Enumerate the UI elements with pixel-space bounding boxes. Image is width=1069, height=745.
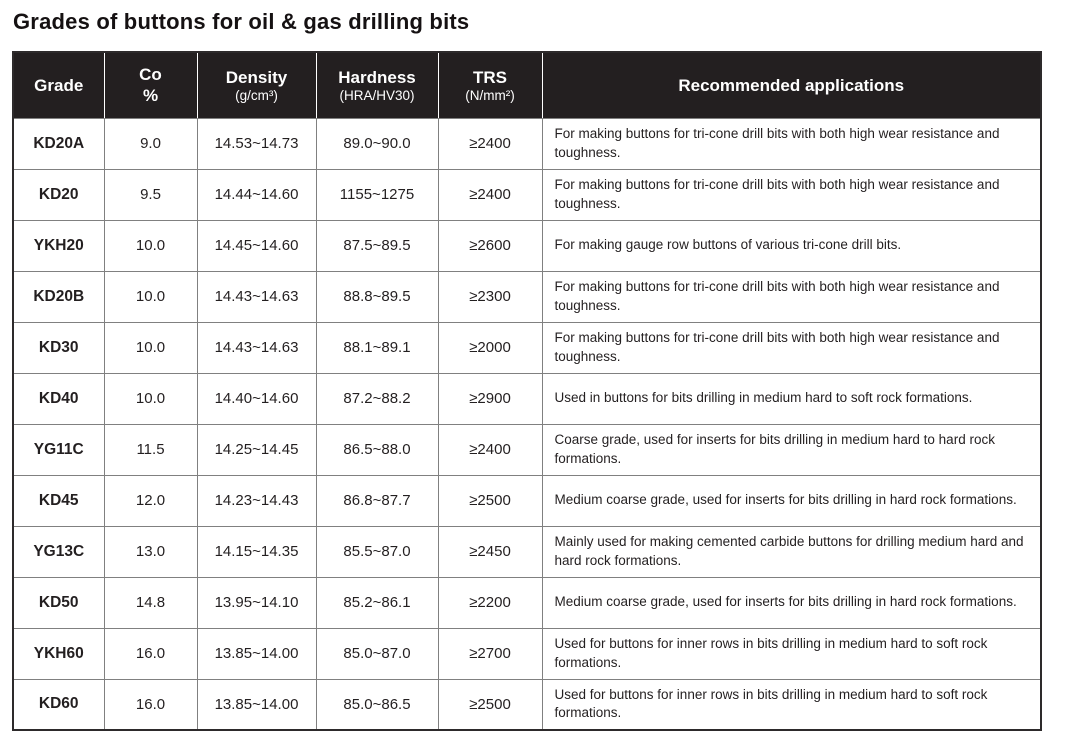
- hardness-cell: 86.8~87.7: [316, 475, 438, 526]
- density-cell: 14.45~14.60: [197, 220, 316, 271]
- trs-cell: ≥2000: [438, 322, 542, 373]
- header-grade: [13, 52, 104, 118]
- density-cell: 14.15~14.35: [197, 526, 316, 577]
- trs-cell: ≥2600: [438, 220, 542, 271]
- table-row: [13, 220, 1041, 271]
- application-cell: Medium coarse grade, used for inserts for bits drilling in hard rock formations.: [542, 577, 1041, 628]
- header-density: [197, 52, 316, 118]
- application-cell: Used for buttons for inner rows in bits drilling in medium hard to soft rock formations.: [542, 679, 1041, 730]
- header-hardness-unit: (HRA/HV30): [339, 87, 415, 103]
- co-cell: 12.0: [104, 475, 197, 526]
- header-grade-label: Grade: [34, 75, 84, 95]
- co-cell: 10.0: [104, 271, 197, 322]
- grade-cell: KD30: [13, 322, 104, 373]
- density-cell: 13.85~14.00: [197, 679, 316, 730]
- trs-cell: ≥2500: [438, 679, 542, 730]
- application-cell: Medium coarse grade, used for inserts for bits drilling in hard rock formations.: [542, 475, 1041, 526]
- trs-cell: ≥2900: [438, 373, 542, 424]
- density-cell: 14.23~14.43: [197, 475, 316, 526]
- header-applications: [542, 52, 1041, 118]
- grade-cell: YG13C: [13, 526, 104, 577]
- grade-cell: YKH60: [13, 628, 104, 679]
- hardness-cell: 85.0~87.0: [316, 628, 438, 679]
- application-cell: For making buttons for tri-cone drill bits with both high wear resistance and toughness.: [542, 169, 1041, 220]
- trs-cell: ≥2400: [438, 169, 542, 220]
- table-row: [13, 373, 1041, 424]
- header-co-unit: %: [142, 86, 159, 106]
- hardness-cell: 87.2~88.2: [316, 373, 438, 424]
- header-trs: [438, 52, 542, 118]
- co-cell: 9.5: [104, 169, 197, 220]
- table-row: [13, 118, 1041, 169]
- hardness-cell: 85.5~87.0: [316, 526, 438, 577]
- trs-cell: ≥2400: [438, 118, 542, 169]
- co-cell: 10.0: [104, 322, 197, 373]
- table-row: [13, 169, 1041, 220]
- trs-cell: ≥2450: [438, 526, 542, 577]
- grade-cell: KD20A: [13, 118, 104, 169]
- header-trs-unit: (N/mm²): [465, 87, 515, 103]
- application-cell: For making buttons for tri-cone drill bits with both high wear resistance and toughness.: [542, 118, 1041, 169]
- co-cell: 10.0: [104, 373, 197, 424]
- trs-cell: ≥2500: [438, 475, 542, 526]
- hardness-cell: 85.2~86.1: [316, 577, 438, 628]
- trs-cell: ≥2700: [438, 628, 542, 679]
- application-cell: For making gauge row buttons of various tri-cone drill bits.: [542, 220, 1041, 271]
- table-header: [13, 52, 1041, 118]
- grade-cell: KD40: [13, 373, 104, 424]
- header-hardness: [316, 52, 438, 118]
- co-cell: 13.0: [104, 526, 197, 577]
- table-row: [13, 271, 1041, 322]
- application-cell: Mainly used for making cemented carbide buttons for drilling medium hard and hard rock formations.: [542, 526, 1041, 577]
- co-cell: 14.8: [104, 577, 197, 628]
- grade-cell: KD45: [13, 475, 104, 526]
- co-cell: 10.0: [104, 220, 197, 271]
- density-cell: 14.43~14.63: [197, 322, 316, 373]
- grades-table: [12, 51, 1042, 731]
- header-hardness-label: Hardness: [338, 67, 416, 87]
- hardness-cell: 87.5~89.5: [316, 220, 438, 271]
- grade-cell: YG11C: [13, 424, 104, 475]
- hardness-cell: 85.0~86.5: [316, 679, 438, 730]
- page-title: Grades of buttons for oil & gas drilling bits: [13, 9, 470, 34]
- header-density-unit: (g/cm³): [235, 87, 278, 103]
- application-cell: Coarse grade, used for inserts for bits drilling in medium hard to hard rock formations.: [542, 424, 1041, 475]
- grade-cell: KD60: [13, 679, 104, 730]
- table-row: [13, 424, 1041, 475]
- table-row: [13, 628, 1041, 679]
- co-cell: 11.5: [104, 424, 197, 475]
- co-cell: 16.0: [104, 628, 197, 679]
- hardness-cell: 1155~1275: [316, 169, 438, 220]
- table-body: [13, 118, 1041, 730]
- density-cell: 13.85~14.00: [197, 628, 316, 679]
- application-cell: For making buttons for tri-cone drill bits with both high wear resistance and toughness.: [542, 322, 1041, 373]
- trs-cell: ≥2200: [438, 577, 542, 628]
- co-cell: 9.0: [104, 118, 197, 169]
- density-cell: 14.40~14.60: [197, 373, 316, 424]
- hardness-cell: 89.0~90.0: [316, 118, 438, 169]
- header-applications-label: Recommended applications: [678, 75, 905, 95]
- header-density-label: Density: [225, 67, 288, 87]
- header-co-label: Co: [139, 65, 162, 84]
- application-cell: For making buttons for tri-cone drill bits with both high wear resistance and toughness.: [542, 271, 1041, 322]
- table-row: [13, 679, 1041, 730]
- density-cell: 14.53~14.73: [197, 118, 316, 169]
- application-cell: Used for buttons for inner rows in bits drilling in medium hard to soft rock formations.: [542, 628, 1041, 679]
- header-co: [104, 52, 197, 118]
- density-cell: 14.25~14.45: [197, 424, 316, 475]
- density-cell: 14.43~14.63: [197, 271, 316, 322]
- table-row: [13, 526, 1041, 577]
- grade-cell: KD50: [13, 577, 104, 628]
- table-row: [13, 577, 1041, 628]
- header-trs-label: TRS: [473, 67, 507, 87]
- application-cell: Used in buttons for bits drilling in medium hard to soft rock formations.: [542, 373, 1041, 424]
- density-cell: 13.95~14.10: [197, 577, 316, 628]
- co-cell: 16.0: [104, 679, 197, 730]
- table-row: [13, 322, 1041, 373]
- grade-cell: YKH20: [13, 220, 104, 271]
- trs-cell: ≥2400: [438, 424, 542, 475]
- table-row: [13, 475, 1041, 526]
- density-cell: 14.44~14.60: [197, 169, 316, 220]
- hardness-cell: 88.8~89.5: [316, 271, 438, 322]
- trs-cell: ≥2300: [438, 271, 542, 322]
- grade-cell: KD20: [13, 169, 104, 220]
- hardness-cell: 86.5~88.0: [316, 424, 438, 475]
- header-row: [13, 52, 1041, 118]
- grade-cell: KD20B: [13, 271, 104, 322]
- hardness-cell: 88.1~89.1: [316, 322, 438, 373]
